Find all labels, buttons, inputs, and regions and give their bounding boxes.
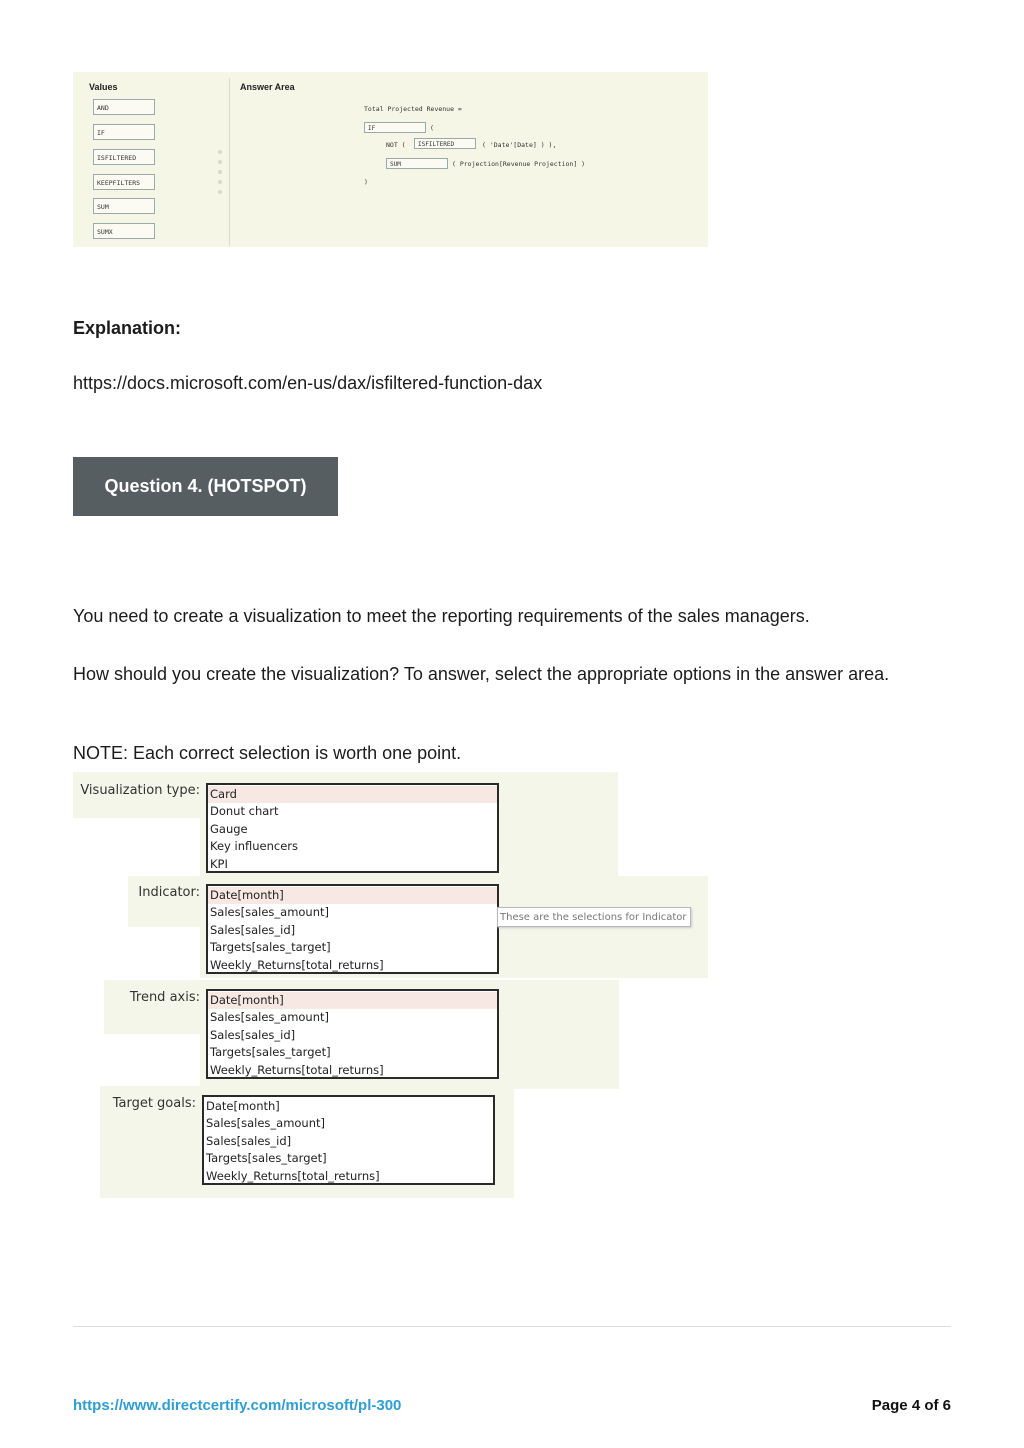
drag-handle-icon [218,150,222,200]
list-item[interactable]: Date[month] [206,1099,280,1113]
question-note: NOTE: Each correct selection is worth one point. [73,743,462,763]
trend-axis-label: Trend axis: [129,990,200,1005]
list-item[interactable]: Sales[sales_id] [210,922,296,937]
footer-link[interactable]: https://www.directcertify.com/microsoft/pl-300 [73,1397,402,1414]
list-item[interactable]: Donut chart [210,804,279,819]
trend-axis-list[interactable] [206,989,499,1079]
value-tile-keepfilters[interactable]: KEEPFILTERS [93,174,155,190]
list-item[interactable]: Sales[sales_id] [206,1133,292,1148]
answer-area-heading: Answer Area [240,82,295,92]
visualization-type-list[interactable] [206,783,499,873]
list-item[interactable]: Sales[sales_id] [210,1027,296,1042]
explanation-heading: Explanation: [73,318,182,338]
list-item[interactable]: Sales[sales_amount] [210,1010,330,1025]
list-item[interactable]: Card [208,786,497,803]
drop-target-isfiltered[interactable]: ISFILTERED [414,138,476,149]
explanation-link[interactable]: https://docs.microsoft.com/en-us/dax/isfiltered-function-dax [73,373,543,393]
list-item[interactable]: Date[month] [208,887,497,904]
code-not-prefix: NOT ( [386,141,406,149]
question-banner: Question 4. (HOTSPOT) [73,457,338,516]
divider [229,78,230,246]
code-close-paren: ) [364,178,368,186]
page-number: Page 4 of 6 [871,1397,951,1414]
question-text-1: You need to create a visualization to meet the reporting requirements of the sales managers. [73,606,810,626]
indicator-label: Indicator: [138,885,200,900]
value-tile-isfiltered[interactable]: ISFILTERED [93,149,155,165]
values-heading: Values [89,82,118,92]
drop-target-if[interactable]: IF [364,122,426,133]
target-goals-label: Target goals: [112,1096,196,1111]
indicator-list[interactable] [206,884,499,974]
code-projection-arg: ( Projection[Revenue Projection] ) [452,160,586,168]
list-item[interactable]: Targets[sales_target] [210,940,331,955]
value-tile-if[interactable]: IF [93,124,155,140]
footer-divider [73,1326,951,1327]
list-item[interactable]: Weekly_Returns[total_returns] [210,957,384,972]
value-tile-sumx[interactable]: SUMX [93,223,155,239]
list-item[interactable]: Key influencers [210,839,299,854]
value-tile-and[interactable]: AND [93,99,155,115]
list-item[interactable]: Date[month] [208,992,497,1009]
list-item[interactable]: Gauge [210,821,248,836]
code-date-arg: ( 'Date'[Date] ) ), [482,141,557,149]
list-item[interactable]: KPI [210,856,228,871]
list-item[interactable]: Sales[sales_amount] [206,1116,326,1131]
list-item[interactable]: Targets[sales_target] [206,1151,327,1166]
list-item[interactable]: Sales[sales_amount] [210,905,330,920]
indicator-tooltip: These are the selections for Indicator [497,907,691,927]
list-item[interactable]: Weekly_Returns[total_returns] [210,1062,384,1077]
list-item[interactable]: Weekly_Returns[total_returns] [206,1168,380,1183]
value-tile-sum[interactable]: SUM [93,198,155,214]
drop-target-sum[interactable]: SUM [386,158,448,169]
question-text-2: How should you create the visualization? To answer, select the appropriate options in the answer area. [73,664,890,684]
dax-answer-figure [73,72,708,247]
code-open-paren: ( [430,124,434,132]
visualization-type-label: Visualization type: [80,783,200,798]
target-goals-list[interactable] [202,1095,495,1185]
list-item[interactable]: Targets[sales_target] [210,1045,331,1060]
code-line-measure: Total Projected Revenue = [364,105,462,113]
